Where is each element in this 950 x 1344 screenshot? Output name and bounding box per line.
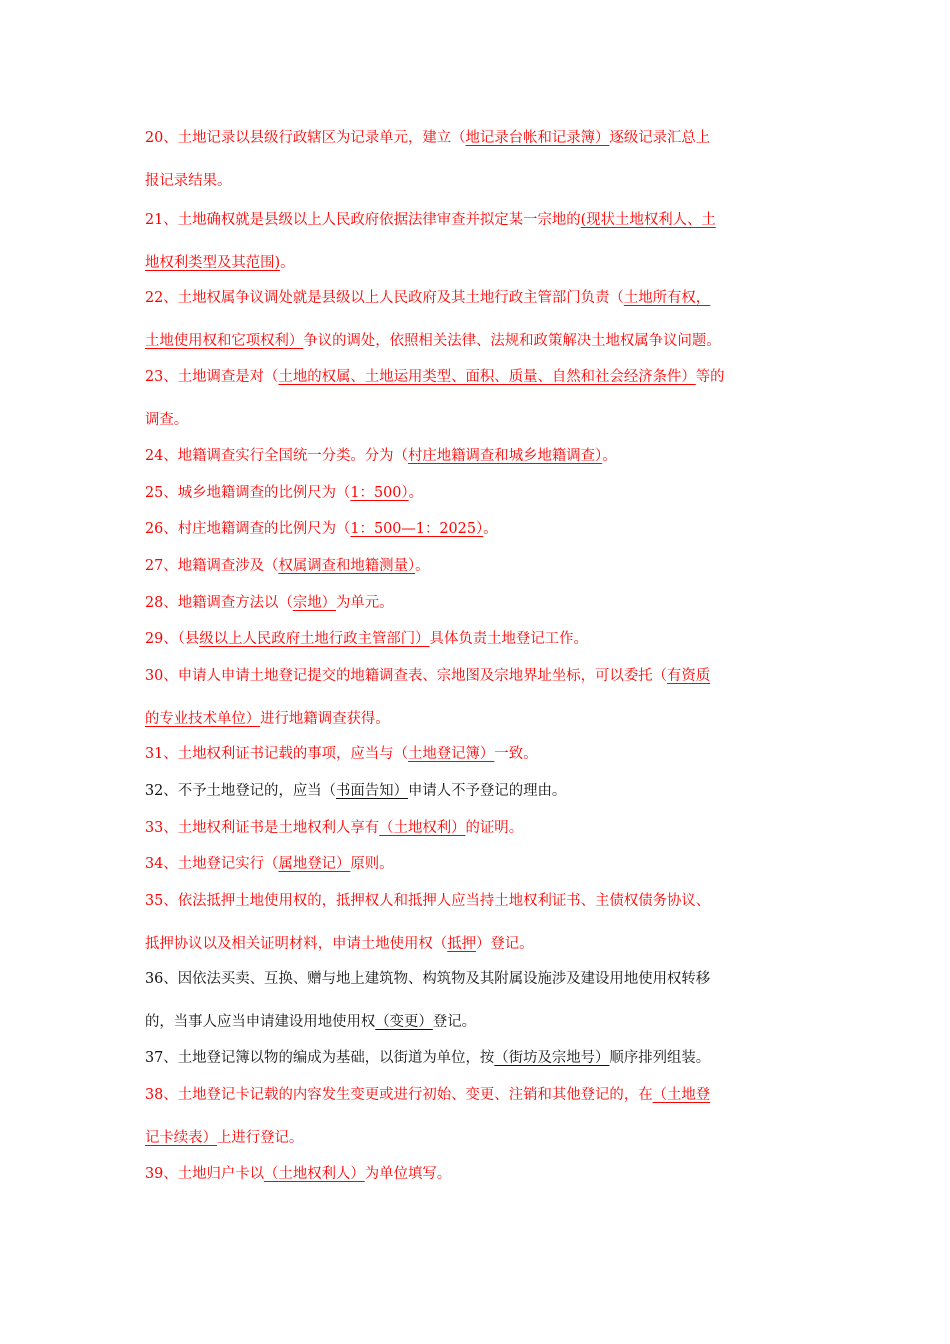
question-36 [145,967,810,1031]
line: 土地使用权和它项权利）争议的调处，依照相关法律、法规和政策解决土地权属争议问题。 [145,333,721,349]
question-23 [145,365,810,429]
question-26 [145,517,810,538]
line: 地权利类型及其范围)。 [145,255,295,271]
question-21 [145,208,810,272]
question-35 [145,889,810,953]
question-20 [145,126,810,190]
line: 38、土地登记卡记载的内容发生变更或进行初始、变更、注销和其他登记的，在（土地登 [145,1087,711,1103]
line: 27、地籍调查涉及（权属调查和地籍测量）。 [145,558,430,574]
question-28 [145,591,810,612]
question-22 [145,286,810,350]
line: 35、依法抵押土地使用权的，抵押权人和抵押人应当持土地权利证书、主债权债务协议、 [145,893,711,909]
line: 24、地籍调查实行全国统一分类。分为（村庄地籍调查和城乡地籍调查）。 [145,448,617,464]
line: 31、土地权利证书记载的事项，应当与（土地登记簿）一致。 [145,746,538,762]
question-37 [145,1046,810,1067]
line: 34、土地登记实行（属地登记）原则。 [145,856,394,872]
line: 39、土地归户卡以（土地权利人）为单位填写。 [145,1166,452,1182]
question-27 [145,554,810,575]
question-39 [145,1162,810,1183]
line: 37、土地登记簿以物的编成为基础，以街道为单位，按（街坊及宗地号）顺序排列组装。 [145,1050,711,1066]
line: 30、申请人申请土地登记提交的地籍调查表、宗地图及宗地界址坐标，可以委托（有资质 [145,668,711,684]
question-25 [145,481,810,502]
question-38 [145,1083,810,1147]
line: 22、土地权属争议调处就是县级以上人民政府及其土地行政主管部门负责（土地所有权， [145,290,711,306]
line: 抵押协议以及相关证明材料，申请土地使用权（抵押）登记。 [145,936,534,952]
question-31 [145,742,810,763]
question-32 [145,779,810,800]
line: 21、土地确权就是县级以上人民政府依据法律审查并拟定某一宗地的(现状土地权利人、土 [145,212,716,228]
line: 23、土地调查是对（土地的权属、土地运用类型、面积、质量、自然和社会经济条件）等的 [145,369,725,385]
question-34 [145,852,810,873]
line: 的，当事人应当申请建设用地使用权（变更）登记。 [145,1014,476,1030]
question-24 [145,444,810,465]
line: 报记录结果。 [145,173,232,189]
line: 的专业技术单位）进行地籍调查获得。 [145,711,390,727]
question-33 [145,816,810,837]
line: 记卡续表）上进行登记。 [145,1130,304,1146]
line: 28、地籍调查方法以（宗地）为单元。 [145,595,394,611]
line: 20、土地记录以县级行政辖区为记录单元，建立（地记录台帐和记录簿）逐级记录汇总上 [145,130,711,146]
line: 36、因依法买卖、互换、赠与地上建筑物、构筑物及其附属设施涉及建设用地使用权转移 [145,971,711,987]
question-30 [145,664,810,728]
line: 25、城乡地籍调查的比例尺为（1：500）。 [145,485,424,501]
line: 29、（县级以上人民政府土地行政主管部门）具体负责土地登记工作。 [145,631,588,647]
line: 33、土地权利证书是土地权利人享有（土地权利）的证明。 [145,820,524,836]
line: 32、不予土地登记的，应当（书面告知）申请人不予登记的理由。 [145,783,567,799]
line: 26、村庄地籍调查的比例尺为（1：500—1：2025）。 [145,521,498,537]
line: 调查。 [145,412,189,428]
question-29 [145,627,810,648]
